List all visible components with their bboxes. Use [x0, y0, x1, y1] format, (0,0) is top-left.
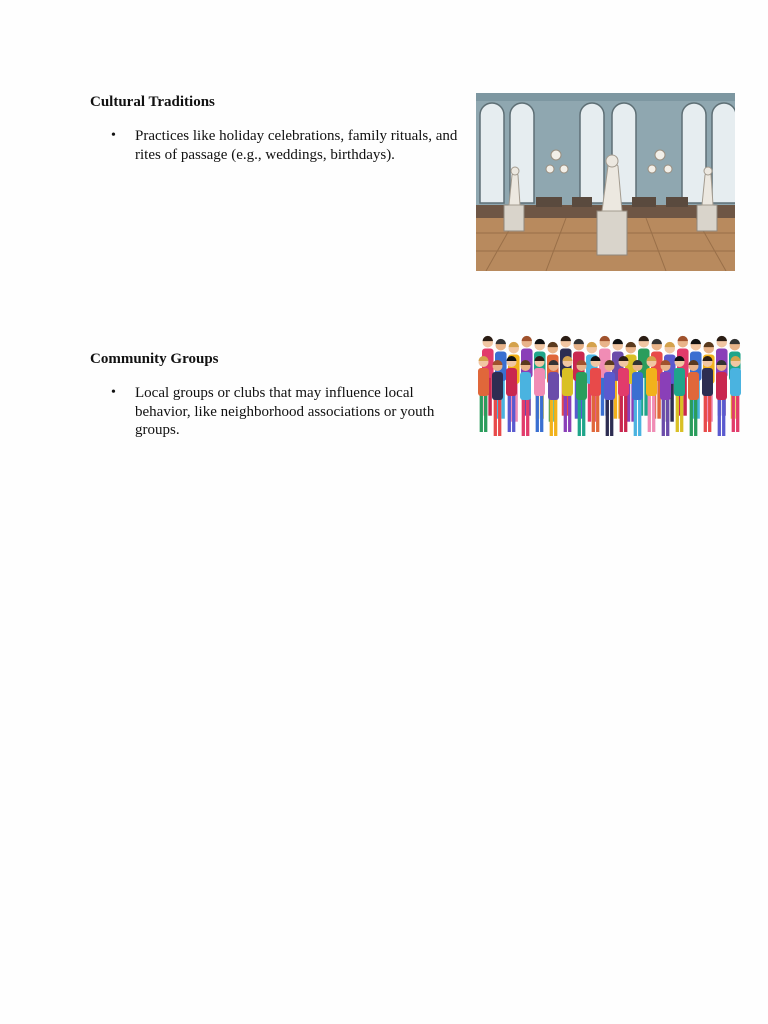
museum-gallery-image [476, 93, 735, 271]
section-heading: Community Groups [90, 351, 219, 367]
bullet-icon: • [111, 128, 116, 143]
bullet-text: Practices like holiday celebrations, family rituals, and rites of passage (e.g., weddings, birthdays). [135, 128, 458, 163]
bullet-icon: • [111, 385, 116, 400]
section-cultural-traditions [90, 93, 470, 164]
section-community-groups [90, 350, 470, 440]
bullet-list [90, 127, 470, 164]
list-item [90, 127, 470, 164]
list-item [90, 384, 470, 440]
bullet-text: Local groups or clubs that may influence local behavior, like neighborhood associations or youth groups. [135, 385, 435, 438]
bullet-list [90, 384, 470, 440]
section-heading: Cultural Traditions [90, 94, 215, 110]
community-crowd-image [476, 330, 746, 450]
